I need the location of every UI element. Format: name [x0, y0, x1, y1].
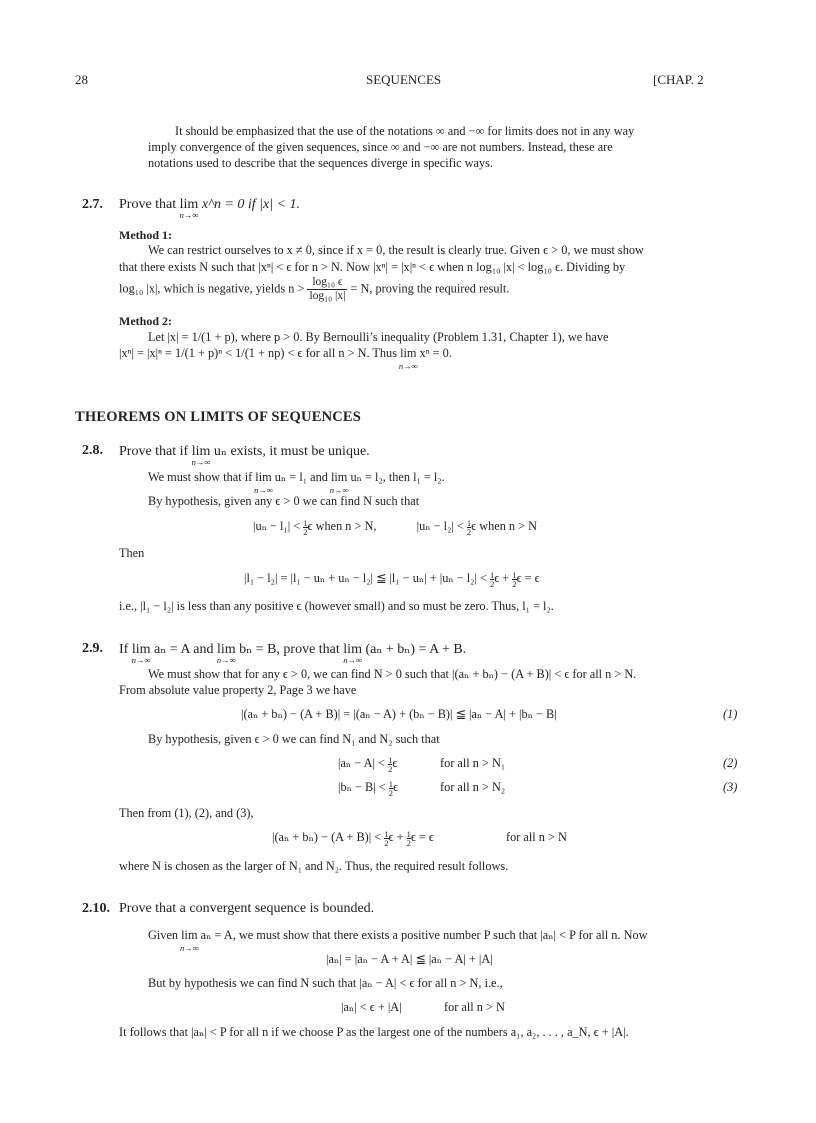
intro-line-2: imply convergence of the given sequences, since ∞ and −∞ are not numbers. Instead, these are: [148, 140, 613, 154]
problem-2-7-statement: Prove that lim n→∞ x^n = 0 if |x| < 1.: [119, 197, 301, 220]
problem-2-9-condition-4: for all n > N: [506, 830, 567, 844]
problem-2-8-line-2: By hypothesis, given any ϵ > 0 we can find N such that: [148, 494, 420, 508]
problem-2-9-condition-2: for all n > N₁: [440, 756, 506, 770]
problem-2-9-line-1: We must show that for any ϵ > 0, we can find N > 0 such that |(aₙ + bₙ) − (A + B)| < ϵ for all n > N.: [148, 667, 637, 681]
problem-2-8-statement: Prove that if lim n→∞ uₙ exists, it must be unique.: [119, 444, 370, 467]
problem-2-9-line-3: By hypothesis, given ϵ > 0 we can find N₁ and N₂ such that: [148, 732, 440, 746]
problem-2-9-condition-3: for all n > N₂: [440, 780, 506, 794]
problem-2-9-equation-1: |(aₙ + bₙ) − (A + B)| = |(aₙ − A) + (bₙ − B)| ≦ |aₙ − A| + |bₙ − B|: [241, 707, 557, 721]
problem-2-8-equation-1: |uₙ − l₁| < $\frac{1}{2}\epsilon$ when n > N, |uₙ − l₂| < $\frac{1}{2}\epsilon$ when n > N: [253, 517, 538, 537]
then-label: Then: [119, 546, 145, 560]
fraction: $\frac{\text{log₁₀ ϵ}}{\text{log₁₀ |x|}}$: [309, 276, 346, 302]
problem-2-7-number: 2.7.: [82, 197, 103, 212]
limit-operator: lim n→∞: [216, 642, 236, 665]
problem-2-10-line-3: It follows that |aₙ| < P for all n if we choose P as the largest one of the numbers a₁, a₂, . . . , a_N, ϵ + |A|.: [119, 1025, 629, 1039]
method-1-line-2: that there exists N such that |xⁿ| < ϵ for n > N. Now |xⁿ| = |x|ⁿ < ϵ when n log₁₀ |x| < log₁₀ ϵ. Dividing by: [119, 260, 626, 274]
limit-operator: lim n→∞: [179, 928, 199, 953]
problem-2-10-equation-2: |aₙ| < ϵ + |A|: [341, 1000, 402, 1014]
limit-operator: lim n→∞: [329, 470, 349, 495]
problem-2-9-number: 2.9.: [82, 641, 103, 656]
problem-2-10-condition-2: for all n > N: [444, 1000, 505, 1014]
equation-tag-2: (2): [723, 756, 738, 770]
chapter-title: SEQUENCES: [366, 72, 442, 87]
problem-2-8-conclusion: i.e., |l₁ − l₂| is less than any positive ϵ (however small) and so must be zero. Thus, l₁ = l₂.: [119, 599, 554, 613]
limit-operator: lim n→∞: [191, 444, 211, 467]
method-1-label: Method 1:: [119, 228, 172, 242]
problem-2-10-statement: Prove that a convergent sequence is bounded.: [119, 901, 375, 916]
method-1-line-1: We can restrict ourselves to x ≠ 0, since if x = 0, the result is clearly true. Given ϵ > 0, we must show: [148, 243, 644, 257]
one-half: $\frac{1}{2}$: [384, 828, 389, 848]
problem-2-10-equation-1: |aₙ| = |aₙ − A + A| ≦ |aₙ − A| + |A|: [326, 952, 493, 966]
method-2-line-2: |xⁿ| = |x|ⁿ = 1/(1 + p)ⁿ < 1/(1 + np) < ϵ for all n > N. Thus lim n→∞ xⁿ = 0.: [119, 346, 452, 371]
problem-2-10-number: 2.10.: [82, 901, 110, 916]
page-number: 28: [75, 72, 88, 87]
limit-operator: lim n→∞: [343, 642, 363, 665]
method-2-label: Method 2:: [119, 314, 172, 328]
one-half: $\frac{1}{2}$: [466, 517, 472, 537]
method-1-line-3: log₁₀ |x|, which is negative, yields n > $\frac{\text{log₁₀ ϵ}}{\text{log₁₀ |x|}}$ = N, proving the required result.: [119, 276, 510, 302]
section-title: THEOREMS ON LIMITS OF SEQUENCES: [75, 409, 362, 425]
one-half: $\frac{1}{2}$: [388, 778, 394, 798]
one-half: $\frac{1}{2}$: [388, 754, 393, 774]
limit-operator: lim n→∞: [398, 346, 418, 371]
one-half: $\frac{1}{2}$: [490, 569, 495, 589]
one-half: $\frac{1}{2}$: [512, 569, 517, 589]
intro-line-1: It should be emphasized that the use of the notations ∞ and −∞ for limits does not in any way: [175, 124, 635, 138]
problem-2-8-line-1: We must show that if lim n→∞ uₙ = l₁ and lim n→∞ uₙ = l₂, then l₁ = l₂.: [148, 470, 445, 495]
problem-2-10-line-2: But by hypothesis we can find N such that |aₙ − A| < ϵ for all n > N, i.e.,: [148, 976, 503, 990]
one-half: $\frac{1}{2}$: [303, 517, 308, 537]
chapter-ref: [CHAP. 2: [653, 72, 704, 87]
problem-2-8-number: 2.8.: [82, 443, 103, 458]
problem-2-9-line-5: where N is chosen as the larger of N₁ and N₂. Thus, the required result follows.: [119, 859, 509, 873]
problem-2-9-equation-2: |aₙ − A| < $\frac{1}{2}\epsilon$: [338, 754, 398, 774]
problem-2-10-line-1: Given lim n→∞ aₙ = A, we must show that there exists a positive number P such that |aₙ| < P for all n. Now: [148, 928, 648, 953]
equation-tag-3: (3): [723, 780, 738, 794]
problem-2-8-equation-2: |l₁ − l₂| = |l₁ − uₙ + uₙ − l₂| ≦ |l₁ − uₙ| + |uₙ − l₂| < $\frac{1}{2}\epsilon$ + $\frac{1}{2}\epsilon = \epsilon$: [244, 569, 540, 589]
limit-operator: lim n→∞: [179, 197, 199, 220]
problem-2-9-equation-4: |(aₙ + bₙ) − (A + B)| < $\frac{1}{2}\epsilon$ + $\frac{1}{2}\epsilon = \epsilon$: [272, 828, 434, 848]
problem-2-9-statement: If lim n→∞ aₙ = A and lim n→∞ bₙ = B, prove that lim n→∞ (aₙ + bₙ) = A + B.: [119, 642, 467, 665]
one-half: $\frac{1}{2}$: [406, 828, 411, 848]
intro-line-3: notations used to describe that the sequences diverge in specific ways.: [148, 156, 494, 170]
problem-2-9-line-4: Then from (1), (2), and (3),: [119, 806, 254, 820]
problem-2-9-line-2: From absolute value property 2, Page 3 we have: [119, 683, 357, 697]
problem-2-9-equation-3: |bₙ − B| < $\frac{1}{2}\epsilon$: [338, 778, 398, 798]
limit-operator: lim n→∞: [254, 470, 273, 495]
equation-tag-1: (1): [723, 707, 738, 721]
limit-operator: lim n→∞: [131, 642, 151, 665]
method-2-line-1: Let |x| = 1/(1 + p), where p > 0. By Bernoulli’s inequality (Problem 1.31, Chapter 1), we have: [148, 330, 609, 344]
